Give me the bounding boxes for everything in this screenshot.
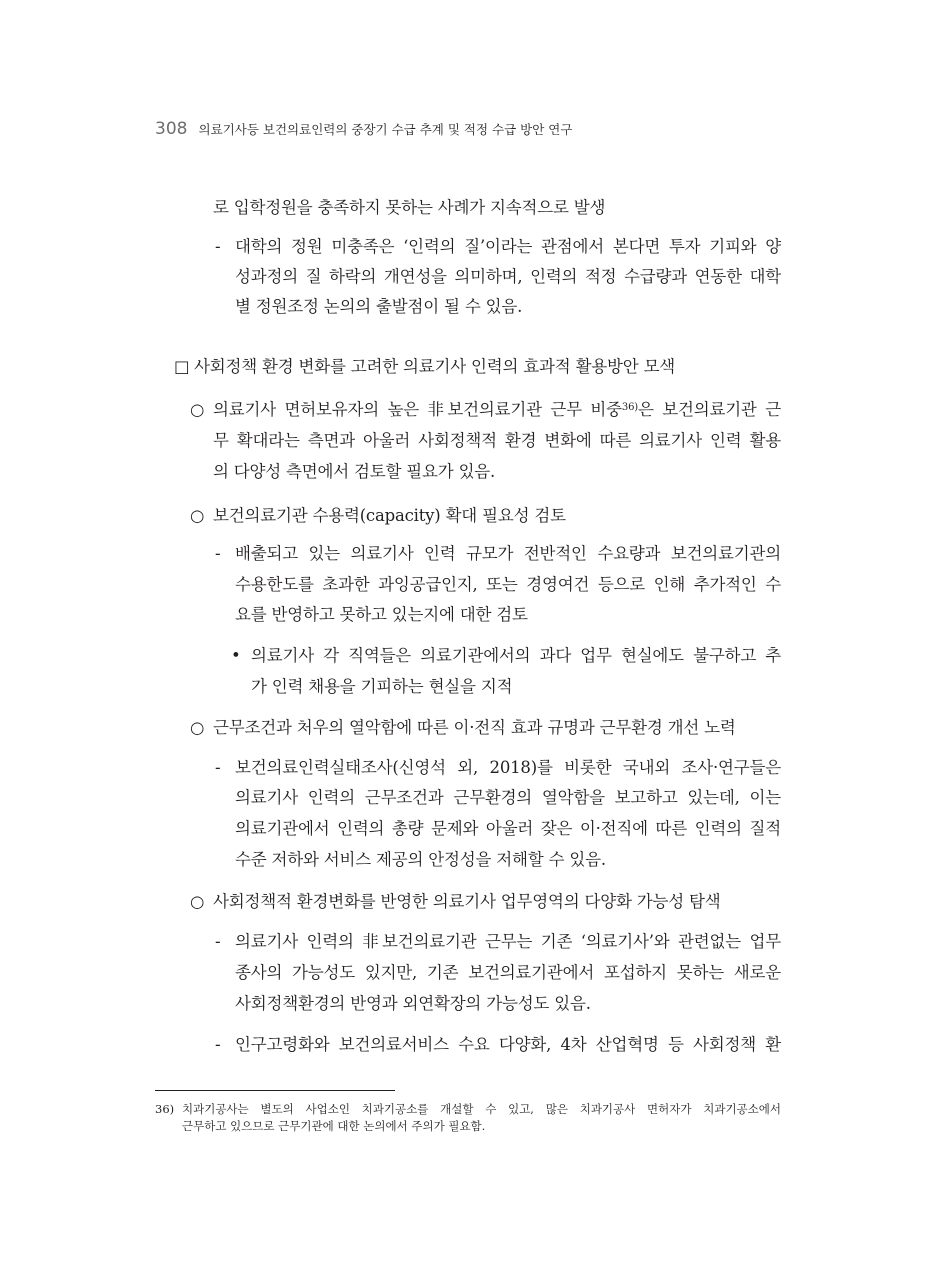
footnote-divider — [155, 1090, 395, 1091]
dash-item — [215, 236, 235, 258]
square-bullet-heading — [174, 356, 675, 378]
square-bullet-icon: □ — [174, 357, 190, 376]
circle-item — [190, 717, 736, 739]
body-line: 배출되고 있는 의료기사 인력 규모가 전반적인 수요량과 보건의료기관의 — [235, 544, 781, 563]
circle-bullet-icon: ○ — [190, 400, 205, 419]
body-line: 대학의 정원 미충족은 ‘인력의 질’이라는 관점에서 본다면 투자 기피와 양 — [235, 237, 781, 256]
body-line: 의료기사 각 직역들은 의료기관에서의 과다 업무 현실에도 불구하고 추 — [251, 646, 781, 665]
body-line: 인구고령화와 보건의료서비스 수요 다양화, 4차 산업혁명 등 사회정책 환 — [235, 1035, 781, 1054]
dash-marker: - — [215, 544, 221, 563]
circle-item — [190, 891, 720, 913]
item-heading: 보건의료기관 수용력(capacity) 확대 필요성 검토 — [213, 506, 566, 525]
body-line: 별 정원조정 논의의 출발점이 될 수 있음. — [235, 297, 523, 316]
dash-item — [215, 757, 235, 779]
circle-item — [190, 399, 213, 421]
body-line: 보건의료인력실태조사(신영석 외, 2018)를 비롯한 국내외 조사·연구들은 — [235, 758, 781, 777]
item-heading: 사회정책적 환경변화를 반영한 의료기사 업무영역의 다양화 가능성 탐색 — [213, 892, 721, 911]
running-title: 의료기사등 보건의료인력의 중장기 수급 추계 및 적정 수급 방안 연구 — [198, 122, 573, 137]
circle-bullet-icon: ○ — [190, 506, 205, 525]
dash-marker: - — [215, 237, 221, 256]
body-line: 의 다양성 측면에서 검토할 필요가 있음. — [213, 462, 496, 481]
body-line: 수준 저하와 서비스 제공의 안정성을 저해할 수 있음. — [235, 850, 606, 869]
footnote-text: 치과기공사는 별도의 사업소인 치과기공소를 개설할 수 있고, 많은 치과기공사 면허자가 치과기공소에서 — [182, 1102, 781, 1116]
dash-marker: - — [215, 1035, 221, 1054]
dot-item — [231, 645, 251, 667]
footnote-marker: 36) — [155, 1102, 175, 1116]
body-line: 성과정의 질 하락의 개연성을 의미하며, 인력의 적정 수급량과 연동한 대학 — [235, 267, 781, 286]
body-line: 의료기관에서 인력의 총량 문제와 아울러 잦은 이·전직에 따른 인력의 질적 — [235, 819, 781, 838]
dash-marker: - — [215, 758, 221, 777]
item-heading: 근무조건과 처우의 열악함에 따른 이·전직 효과 규명과 근무환경 개선 노력 — [213, 718, 736, 737]
dash-item — [215, 543, 235, 565]
page-header — [155, 119, 572, 139]
body-line: 요를 반영하고 못하고 있는지에 대한 검토 — [235, 605, 528, 624]
body-line: 의료기사 면허보유자의 높은 非보건의료기관 근무 비중$^{36)}$은 보건의료기관 근 — [213, 400, 781, 419]
page-number: 308 — [155, 119, 188, 139]
circle-item — [190, 505, 566, 527]
body-line: 종사의 가능성도 있지만, 기존 보건의료기관에서 포섭하지 못하는 새로운 — [235, 963, 781, 982]
circle-bullet-icon: ○ — [190, 718, 205, 737]
body-line: 로 입학정원을 충족하지 못하는 사례가 지속적으로 발생 — [213, 198, 606, 217]
body-line: 사회정책환경의 반영과 외연확장의 가능성도 있음. — [235, 994, 591, 1013]
circle-bullet-icon: ○ — [190, 892, 205, 911]
dash-item — [215, 1034, 235, 1056]
footnote-text: 근무하고 있으므로 근무기관에 대한 논의에서 주의가 필요함. — [182, 1119, 486, 1133]
dash-marker: - — [215, 932, 221, 951]
footnote-ref: 36) — [621, 402, 638, 413]
body-line: 수용한도를 초과한 과잉공급인지, 또는 경영여건 등으로 인해 추가적인 수 — [235, 575, 781, 594]
body-line: 의료기사 인력의 근무조건과 근무환경의 열악함을 보고하고 있는데, 이는 — [235, 788, 781, 807]
section-heading: 사회정책 환경 변화를 고려한 의료기사 인력의 효과적 활용방안 모색 — [194, 357, 676, 376]
dot-bullet-icon: • — [231, 646, 241, 665]
body-line: 의료기사 인력의 非보건의료기관 근무는 기존 ‘의료기사’와 관련없는 업무 — [235, 932, 781, 951]
body-line: 가 인력 채용을 기피하는 현실을 지적 — [251, 677, 513, 696]
dash-item — [215, 931, 235, 953]
body-line: 무 확대라는 측면과 아울러 사회정책적 환경 변화에 따른 의료기사 인력 활용 — [213, 431, 781, 450]
